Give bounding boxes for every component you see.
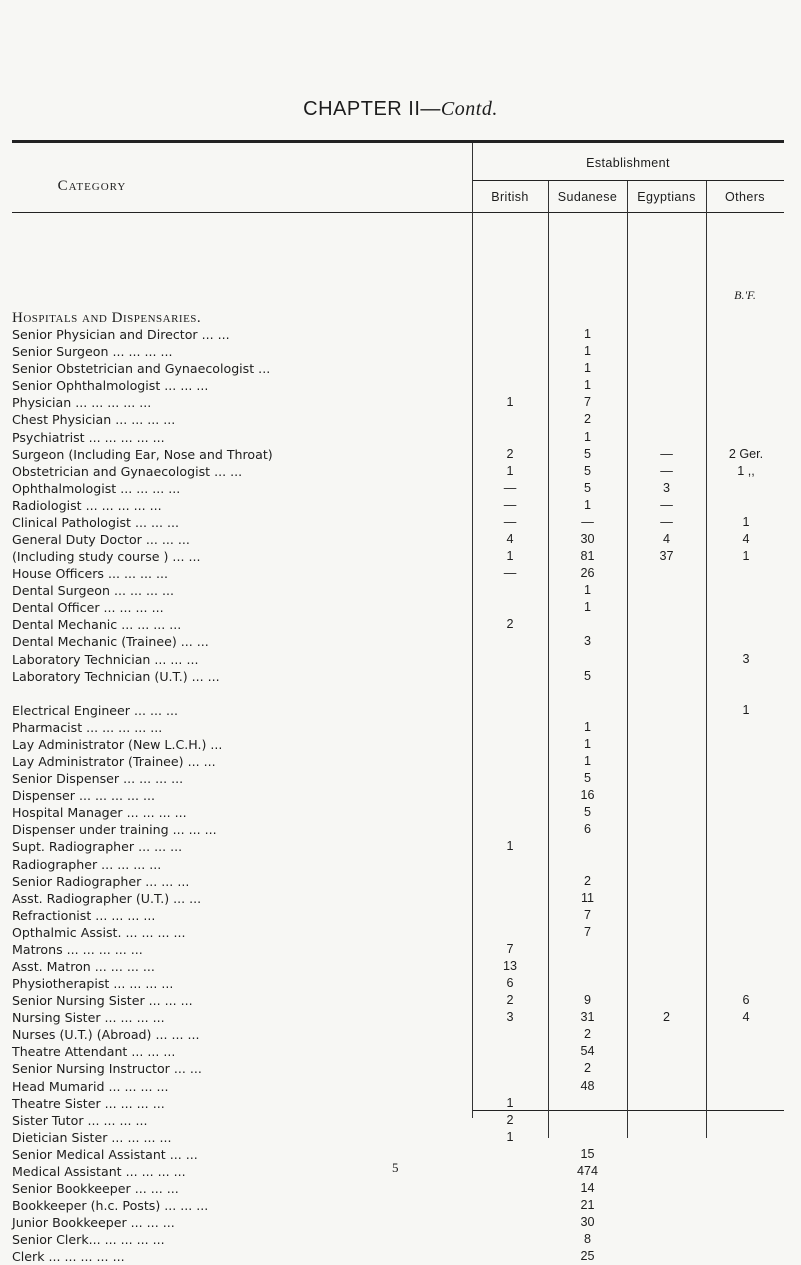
- cell-sudanese: 14: [580, 1181, 595, 1195]
- cell-sudanese: 1: [583, 327, 591, 341]
- cell-egyptians: 4: [662, 532, 670, 546]
- row-category-label: Asst. Matron ... ... ... ...: [12, 959, 155, 974]
- row-category-label: Senior Nursing Instructor ... ...: [12, 1061, 202, 1077]
- row-category-label: Head Mumarid ... ... ... ...: [12, 1078, 169, 1094]
- cell-sudanese: 5: [583, 446, 591, 461]
- cell-sudanese: 5: [583, 463, 591, 478]
- row-category-label: Senior Clerk... ... ... ... ...: [12, 1232, 165, 1248]
- cell-sudanese: 16: [580, 788, 595, 803]
- row-category-label: Refractionist ... ... ... ...: [12, 907, 156, 923]
- cell-others: 3: [742, 651, 750, 666]
- page-title: CHAPTER II—Contd.: [303, 98, 498, 120]
- row-category-label: Senior Bookkeeper ... ... ...: [12, 1181, 179, 1196]
- row-category-label: Laboratory Technician ... ... ...: [12, 651, 199, 667]
- cell-egyptians: —: [660, 497, 673, 512]
- row-category-label: Senior Nursing Sister ... ... ...: [12, 993, 193, 1009]
- cell-british: —: [503, 566, 517, 581]
- row-category-label: Senior Medical Assistant ... ...: [12, 1146, 198, 1162]
- header-sudanese: Sudanese: [557, 190, 618, 204]
- row-category-label: Senior Surgeon ... ... ... ...: [12, 344, 173, 360]
- cell-british: —: [503, 514, 517, 529]
- cell-others: 1 ,,: [737, 463, 755, 478]
- row-category-label: Senior Radiographer ... ... ...: [12, 873, 190, 889]
- col-divider-sudanese: [627, 181, 628, 1138]
- cell-sudanese: 2: [583, 1061, 591, 1076]
- row-category-label: (Including study course ) ... ...: [12, 549, 201, 564]
- row-category-label: Radiographer ... ... ... ...: [12, 856, 162, 872]
- cell-sudanese: 48: [580, 1078, 595, 1093]
- cell-egyptians: —: [660, 463, 673, 478]
- cell-sudanese: 2: [583, 412, 591, 427]
- header-others: Others: [725, 190, 765, 204]
- cell-sudanese: 30: [580, 532, 595, 546]
- cell-sudanese: 1: [583, 344, 591, 359]
- cell-sudanese: —: [581, 514, 594, 529]
- cell-sudanese: 2: [583, 1027, 591, 1042]
- cell-sudanese: 2: [583, 873, 591, 888]
- row-category-label: Supt. Radiographer ... ... ...: [12, 839, 183, 855]
- others-note: B.'F.: [734, 288, 756, 302]
- row-category-label: Lay Administrator (Trainee) ... ...: [12, 754, 216, 769]
- row-category-label: Dental Surgeon ... ... ... ...: [12, 583, 174, 599]
- cell-british: 1: [506, 1095, 514, 1110]
- cell-sudanese: 3: [583, 634, 591, 649]
- cell-british: 1: [506, 395, 514, 410]
- cell-sudanese: 1: [583, 600, 591, 615]
- cell-british: 7: [506, 941, 514, 956]
- header-british: British: [491, 190, 529, 204]
- cell-egyptians: 37: [659, 549, 674, 563]
- row-category-label: Pharmacist ... ... ... ... ...: [12, 719, 163, 735]
- row-category-label: Psychiatrist ... ... ... ... ...: [12, 429, 165, 445]
- cell-sudanese: 25: [580, 1249, 595, 1264]
- cell-sudanese: 1: [583, 361, 591, 376]
- cell-british: —: [503, 480, 517, 495]
- cell-sudanese: 1: [583, 583, 591, 598]
- cell-sudanese: 11: [580, 890, 595, 905]
- row-category-label: Clinical Pathologist ... ... ...: [12, 514, 180, 530]
- cell-egyptians: 2: [662, 1010, 670, 1025]
- cell-sudanese: 21: [580, 1198, 595, 1213]
- row-category-label: Nurses (U.T.) (Abroad) ... ... ...: [12, 1027, 200, 1043]
- cell-sudanese: 1: [583, 429, 591, 444]
- cell-sudanese: 474: [576, 1163, 598, 1178]
- cell-british: 4: [506, 532, 514, 546]
- cell-sudanese: 15: [580, 1146, 595, 1161]
- row-category-label: Asst. Radiographer (U.T.) ... ...: [12, 890, 202, 906]
- cell-sudanese: 5: [583, 480, 591, 495]
- establishment-rule: [472, 180, 784, 181]
- cell-sudanese: 6: [583, 822, 591, 837]
- cell-british: 3: [506, 1010, 514, 1025]
- cell-british: 6: [506, 976, 514, 990]
- row-category-label: Dental Officer ... ... ... ...: [12, 600, 164, 616]
- cell-british: 2: [506, 1112, 514, 1127]
- cell-sudanese: 1: [583, 754, 591, 768]
- row-category-label: Senior Obstetrician and Gynaecologist ...: [12, 361, 271, 377]
- cell-sudanese: 5: [583, 805, 591, 820]
- cell-sudanese: 1: [583, 736, 591, 751]
- cell-egyptians: —: [660, 514, 673, 529]
- row-category-label: Senior Ophthalmologist ... ... ...: [12, 378, 209, 394]
- cell-sudanese: 5: [583, 771, 591, 786]
- cell-sudanese: 7: [583, 907, 591, 922]
- cell-sudanese: 1: [583, 378, 591, 393]
- top-rule: [12, 140, 784, 143]
- row-category-label: Hospital Manager ... ... ... ...: [12, 805, 187, 821]
- cell-sudanese: 7: [583, 924, 591, 939]
- cell-others: 1: [742, 514, 750, 529]
- header-establishment: Establishment: [586, 156, 670, 170]
- cell-sudanese: 1: [583, 719, 591, 734]
- col-divider-egyptians: [706, 181, 707, 1138]
- row-category-label: Opthalmic Assist. ... ... ... ...: [12, 924, 186, 940]
- col-divider-british: [548, 181, 549, 1138]
- cell-egyptians: —: [660, 446, 673, 461]
- row-category-label: Sister Tutor ... ... ... ...: [12, 1112, 148, 1128]
- row-category-label: Nursing Sister ... ... ... ...: [12, 1010, 165, 1026]
- row-category-label: Dental Mechanic ... ... ... ...: [12, 617, 182, 633]
- cell-sudanese: 30: [580, 1215, 595, 1230]
- cell-british: 2: [506, 993, 514, 1008]
- row-category-label: General Duty Doctor ... ... ...: [12, 532, 190, 547]
- cell-sudanese: 8: [583, 1232, 591, 1247]
- cell-others: 4: [742, 1010, 750, 1025]
- page-number: 5: [392, 1160, 399, 1175]
- row-category-label: Junior Bookkeeper ... ... ...: [12, 1215, 175, 1231]
- cell-sudanese: 81: [580, 549, 595, 563]
- row-category-label: House Officers ... ... ... ...: [12, 566, 169, 582]
- row-category-label: Surgeon (Including Ear, Nose and Throat): [12, 446, 273, 462]
- row-category-label: Ophthalmologist ... ... ... ...: [12, 480, 181, 496]
- cell-british: 1: [506, 839, 514, 854]
- row-category-label: Dispenser under training ... ... ...: [12, 822, 217, 838]
- cell-british: 1: [506, 463, 514, 478]
- cell-others: 4: [742, 532, 750, 546]
- header-rule: [12, 212, 784, 213]
- row-category-label: Theatre Sister ... ... ... ...: [12, 1095, 165, 1111]
- cell-british: 1: [506, 549, 514, 563]
- row-category-label: Senior Physician and Director ... ...: [12, 327, 230, 342]
- cell-sudanese: 5: [583, 668, 591, 683]
- row-category-label: Clerk ... ... ... ... ...: [12, 1249, 125, 1265]
- row-category-label: Dental Mechanic (Trainee) ... ...: [12, 634, 209, 650]
- row-category-label: Laboratory Technician (U.T.) ... ...: [12, 668, 220, 684]
- cell-sudanese: 26: [580, 566, 595, 581]
- cell-british: 2: [506, 446, 514, 461]
- row-category-label: Physician ... ... ... ... ...: [12, 395, 152, 411]
- row-category-label: Bookkeeper (h.c. Posts) ... ... ...: [12, 1198, 209, 1214]
- row-category-label: Physiotherapist ... ... ... ...: [12, 976, 174, 991]
- cell-others: 1: [742, 702, 750, 717]
- cell-sudanese: 9: [583, 993, 591, 1008]
- cell-british: 1: [506, 1129, 514, 1144]
- row-category-label: Electrical Engineer ... ... ...: [12, 702, 179, 718]
- col-divider-category: [472, 143, 473, 1118]
- cell-sudanese: 1: [583, 497, 591, 512]
- row-category-label: Chest Physician ... ... ... ...: [12, 412, 176, 428]
- row-category-label: Dispenser ... ... ... ... ...: [12, 788, 156, 804]
- cell-sudanese: 31: [580, 1010, 595, 1025]
- cell-others: 1: [742, 549, 750, 563]
- cell-british: —: [503, 497, 517, 512]
- row-category-label: Dietician Sister ... ... ... ...: [12, 1129, 172, 1145]
- row-category-label: Radiologist ... ... ... ... ...: [12, 497, 162, 513]
- row-category-label: Senior Dispenser ... ... ... ...: [12, 771, 184, 787]
- row-category-label: Obstetrician and Gynaecologist ... ...: [12, 463, 243, 479]
- row-category-label: Theatre Attendant ... ... ...: [12, 1044, 176, 1060]
- section-title: Hospitals and Dispensaries.: [12, 310, 202, 326]
- cell-british: 13: [502, 959, 517, 973]
- cell-others: 6: [742, 993, 750, 1008]
- cell-others: 2 Ger.: [728, 446, 764, 461]
- header-egyptians: Egyptians: [637, 190, 696, 204]
- cell-egyptians: 3: [662, 480, 670, 495]
- row-category-label: Lay Administrator (New L.C.H.) ...: [12, 736, 223, 752]
- cell-british: 2: [506, 617, 514, 632]
- header-category: Category: [57, 178, 127, 194]
- cell-sudanese: 54: [580, 1044, 595, 1059]
- row-category-label: Medical Assistant ... ... ... ...: [12, 1163, 186, 1179]
- cell-sudanese: 7: [583, 395, 591, 410]
- row-category-label: Matrons ... ... ... ... ...: [12, 941, 143, 957]
